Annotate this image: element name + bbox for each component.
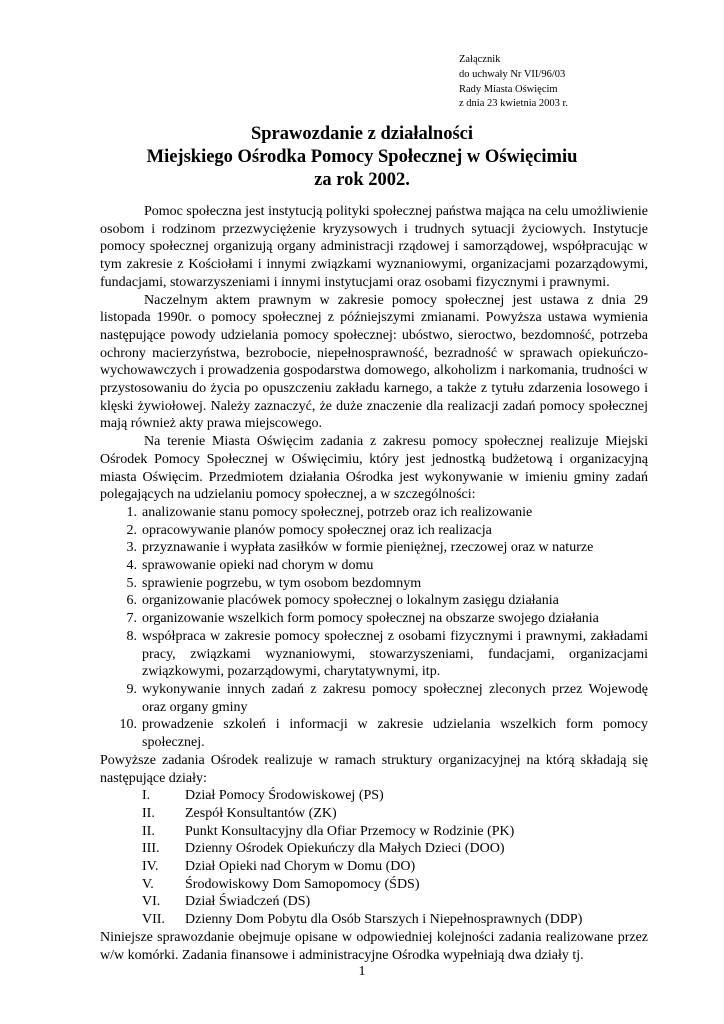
department-item bbox=[100, 911, 648, 929]
document-body bbox=[100, 203, 648, 964]
page-number: 1 bbox=[358, 964, 366, 979]
department-name: Punkt Konsultacyjny dla Ofiar Przemocy w Rodzinie (PK) bbox=[185, 823, 515, 839]
annex-line: z dnia 23 kwietnia 2003 r. bbox=[459, 98, 569, 110]
department-name: Dział Pomocy Środowiskowej (PS) bbox=[185, 788, 384, 804]
list-text: sprawowanie opieki nad chorym w domu bbox=[142, 558, 374, 574]
department-number: VII. bbox=[142, 912, 165, 928]
document-title bbox=[100, 123, 624, 192]
list-text: organizowanie wszelkich form pomocy społecznej na obszarze swojego działania bbox=[142, 611, 599, 627]
list-number: 1. bbox=[126, 504, 137, 520]
list-number: 3. bbox=[126, 540, 137, 556]
department-item bbox=[100, 787, 648, 805]
annex-line: do uchwały Nr VII/96/03 bbox=[459, 68, 566, 80]
department-name: Zespół Konsultantów (ZK) bbox=[185, 805, 337, 821]
paragraph: Na terenie Miasta Oświęcim zadania z zakresu pomocy społecznej realizuje Miejski Ośrodek Pomocy Społecznej w Oświęcimiu, który jest jednostką budżetową i organizacyjną miasta Oświęcim. Przedmiotem działania Ośrodka jest wykonywanie w imieniu gminy zadań polegających na udzielaniu pomocy społecznej, a w szczególności: bbox=[100, 434, 648, 503]
department-number: II. bbox=[142, 823, 155, 839]
annex-line: Rady Miasta Oświęcim bbox=[459, 83, 558, 95]
departments-list bbox=[100, 787, 648, 929]
list-number: 6. bbox=[126, 593, 137, 609]
list-item bbox=[100, 557, 648, 575]
department-number: II. bbox=[142, 805, 155, 821]
title-line: Miejskiego Ośrodka Pomocy Społecznej w Oświęcimiu bbox=[146, 147, 578, 167]
list-text: sprawienie pogrzebu, w tym osobom bezdomnym bbox=[142, 575, 422, 591]
list-number: 10. bbox=[119, 717, 137, 733]
list-item bbox=[100, 539, 648, 557]
annex-line: Załącznik bbox=[459, 54, 501, 65]
list-text: przyznawanie i wypłata zasiłków w formie pieniężnej, rzeczowej oraz w naturze bbox=[142, 540, 594, 556]
list-text: wykonywanie innych zadań z zakresu pomocy społecznej zleconych przez Wojewodę oraz organy gminy bbox=[142, 681, 648, 715]
department-item bbox=[100, 823, 648, 841]
list-text: organizowanie placówek pomocy społecznej o lokalnym zasięgu działania bbox=[142, 593, 559, 609]
title-line: Sprawozdanie z działalności bbox=[250, 124, 473, 144]
list-number: 2. bbox=[126, 522, 137, 538]
list-item bbox=[100, 681, 648, 716]
department-item bbox=[100, 840, 648, 858]
department-name: Dzienny Dom Pobytu dla Osób Starszych i Niepełnosprawnych (DDP) bbox=[185, 912, 583, 928]
department-item bbox=[100, 805, 648, 823]
department-item bbox=[100, 876, 648, 894]
list-item bbox=[100, 610, 648, 628]
list-item bbox=[100, 575, 648, 593]
list-number: 8. bbox=[126, 628, 137, 644]
department-number: V. bbox=[142, 876, 154, 892]
department-name: Dział Opieki nad Chorym w Domu (DO) bbox=[185, 859, 416, 875]
annex-header bbox=[459, 53, 659, 112]
tasks-list bbox=[100, 504, 648, 752]
list-item bbox=[100, 628, 648, 681]
list-number: 9. bbox=[126, 681, 137, 697]
department-number: IV. bbox=[142, 859, 159, 875]
structure-intro: Powyższe zadania Ośrodek realizuje w ramach struktury organizacyjnej na którą składają się następujące działy: bbox=[100, 752, 648, 786]
list-text: prowadzenie szkoleń i informacji w zakresie udzielania wszelkich form pomocy społecznej. bbox=[142, 717, 648, 751]
list-number: 7. bbox=[126, 611, 137, 627]
title-line: za rok 2002. bbox=[314, 170, 410, 190]
department-name: Środowiskowy Dom Samopomocy (ŚDS) bbox=[185, 876, 420, 892]
list-item bbox=[100, 504, 648, 522]
list-text: współpraca w zakresie pomocy społecznej z osobami fizycznymi i prawnymi, zakładami pracy, związkami wyznaniowymi, stowarzyszeniami, fundacjami, organizacjami związkowymi, pozarządowymi, charytatywnymi, itp. bbox=[142, 628, 648, 680]
department-name: Dział Świadczeń (DS) bbox=[185, 894, 311, 910]
department-number: I. bbox=[142, 788, 151, 804]
list-number: 4. bbox=[126, 558, 137, 574]
list-number: 5. bbox=[126, 575, 137, 591]
paragraph: Naczelnym aktem prawnym w zakresie pomocy społecznej jest ustawa z dnia 29 listopada 1990r. o pomocy społecznej z późniejszymi zmianami. Powyższa ustawa wymienia następujące powody udzielania pomocy społecznej: ubóstwo, sieroctwo, bezdomność, potrzeba ochrony macierzyństwa, bezrobocie, niepełnosprawność, bezradność w sprawach opiekuńczo-wychowawczych i prowadzenia gospodarstwa domowego, alkoholizm i narkomania, trudności w przystosowaniu do życia po opuszczeniu zakładu karnego, a także z tytułu zdarzenia losowego i klęski żywiołowej. Należy zaznaczyć, że duże znaczenie dla realizacji zadań pomocy społecznej mają również akty prawa miejscowego. bbox=[100, 292, 648, 432]
department-number: VI. bbox=[142, 894, 161, 910]
list-item bbox=[100, 716, 648, 751]
department-item bbox=[100, 858, 648, 876]
paragraph: Pomoc społeczna jest instytucją polityki społecznej państwa mająca na celu umożliwienie osobom i rodzinom przezwyciężenie kryzysowych i trudnych sytuacji życiowych. Instytucje pomocy społecznej organizują organy administracji rządowej i samorządowej, współpracując w tym zakresie z Kościołami i innymi związkami wyznaniowymi, organizacjami pozarządowymi, fundacjami, stowarzyszeniami i innymi instytucjami oraz osobami fizycznymi i prawnymi. bbox=[100, 204, 648, 290]
department-number: III. bbox=[142, 841, 160, 857]
list-item bbox=[100, 592, 648, 610]
list-item bbox=[100, 522, 648, 540]
list-text: opracowywanie planów pomocy społecznej oraz ich realizacja bbox=[142, 522, 492, 538]
department-item bbox=[100, 893, 648, 911]
closing-paragraph: Niniejsze sprawozdanie obejmuje opisane w odpowiedniej kolejności zadania realizowane przez w/w komórki. Zadania finansowe i administracyjne Ośrodka wypełniają dwa działy tj. bbox=[100, 929, 648, 963]
list-text: analizowanie stanu pomocy społecznej, potrzeb oraz ich realizowanie bbox=[142, 504, 533, 520]
department-name: Dzienny Ośrodek Opiekuńczy dla Małych Dzieci (DOO) bbox=[185, 841, 505, 857]
